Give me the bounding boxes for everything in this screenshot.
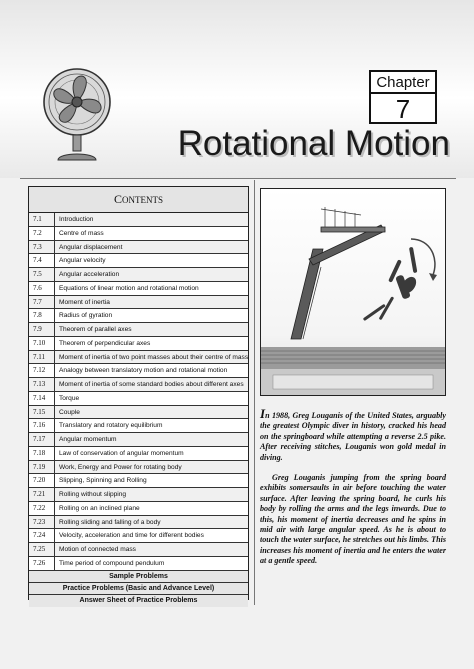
toc-extra-row: Practice Problems (Basic and Advance Level) [29,583,248,595]
chapter-label: Chapter [371,72,435,94]
toc-row [29,529,248,543]
toc-number: 7.24 [29,529,55,542]
photo-caption [260,406,446,577]
toc-title: Slipping, Spinning and Rolling [59,477,147,485]
toc-number: 7.2 [29,227,55,240]
chapter-box [369,70,437,124]
column-divider [254,180,255,605]
toc-number: 7.15 [29,406,55,419]
toc-title: Work, Energy and Power for rotating body [59,463,182,471]
toc-title: Rolling sliding and falling of a body [59,518,161,526]
toc-row [29,296,248,310]
toc-number: 7.19 [29,461,55,474]
toc-row [29,516,248,530]
header-divider [20,178,456,179]
toc-extra-row: Sample Problems [29,571,248,583]
diver-photo [260,188,446,396]
toc-title: Translatory and rotatory equilibrium [59,422,163,430]
toc-row [29,461,248,475]
toc-title: Angular acceleration [59,271,120,278]
toc-row [29,474,248,488]
toc-number: 7.17 [29,433,55,446]
caption-paragraph-1: In 1988, Greg Louganis of the United States, arguably the greatest Olympic diver in history, cracked his head on the springboard while attempting a reverse 2.5 pike. After receiving stitches, Louganis won gold medal in diving. [260,406,446,462]
toc-title: Moment of inertia of two point masses about their centre of mass [59,353,248,361]
toc-title: Angular displacement [59,243,123,251]
toc-row [29,282,248,296]
toc-title: Time period of compound pendulum [59,559,165,567]
drop-cap: I [260,406,266,421]
toc-number: 7.3 [29,241,55,254]
toc-number: 7.21 [29,488,55,501]
diver-photo-image [261,189,446,396]
toc-title: Moment of inertia [59,298,110,306]
caption-paragraph-2: Greg Louganis jumping from the spring board exhibits somersaults in air before touching the water surface. After leaving the spring board, he curls his body by rolling the arms and the legs inwards. Due to this, his moment of inertia decreases and he spins in mid air with large angular speed. As he is about to touch the water surface, he stretches out his limbs. This increases his moment of inertia and he enters the water at a gentle speed. [260,473,446,566]
toc-row [29,419,248,433]
toc-row [29,557,248,571]
toc-title: Law of conservation of angular momentum [59,449,184,457]
toc-row [29,268,248,282]
toc-row [29,392,248,406]
toc-title: Analogy between translatory motion and rotational motion [59,367,228,375]
toc-title: Equations of linear motion and rotational motion [59,284,199,292]
toc-number: 7.8 [29,309,55,322]
toc-extra-row: Answer Sheet of Practice Problems [29,595,248,607]
toc-number: 7.26 [29,557,55,570]
toc-row [29,323,248,337]
toc-title: Angular velocity [59,257,106,265]
table-fan-icon [40,66,114,162]
toc-title: Motion of connected mass [59,546,136,553]
contents-heading: CONTENTS [29,187,248,213]
contents-extras [29,571,248,608]
toc-title: Couple [59,408,80,416]
toc-row [29,543,248,557]
toc-title: Theorem of parallel axes [59,326,132,333]
toc-row [29,433,248,447]
toc-number: 7.13 [29,378,55,391]
toc-title: Angular momentum [59,436,117,443]
toc-row [29,309,248,323]
toc-title: Rolling on an inclined plane [59,504,140,512]
toc-title: Theorem of perpendicular axes [59,339,151,347]
toc-title: Rolling without slipping [59,491,127,498]
contents-table [28,186,249,605]
toc-row [29,364,248,378]
toc-number: 7.5 [29,268,55,281]
toc-row [29,213,248,227]
toc-number: 7.14 [29,392,55,405]
toc-number: 7.6 [29,282,55,295]
toc-number: 7.11 [29,351,55,364]
toc-number: 7.9 [29,323,55,336]
toc-number: 7.10 [29,337,55,350]
toc-row [29,337,248,351]
toc-number: 7.4 [29,254,55,267]
toc-row [29,254,248,268]
toc-row [29,406,248,420]
toc-title: Torque [59,394,80,402]
toc-number: 7.22 [29,502,55,515]
contents-rows [29,213,248,571]
toc-number: 7.25 [29,543,55,556]
toc-number: 7.12 [29,364,55,377]
toc-number: 7.1 [29,213,55,226]
toc-number: 7.7 [29,296,55,309]
toc-number: 7.18 [29,447,55,460]
toc-row [29,502,248,516]
chapter-title: Rotational Motion [177,124,450,163]
toc-row [29,488,248,502]
toc-number: 7.20 [29,474,55,487]
toc-row [29,378,248,392]
toc-row [29,447,248,461]
toc-title: Velocity, acceleration and time for different bodies [59,532,204,540]
toc-title: Centre of mass [59,229,104,237]
toc-row [29,241,248,255]
chapter-number: 7 [395,94,411,124]
toc-number: 7.23 [29,516,55,529]
toc-title: Radius of gyration [59,312,113,320]
toc-number: 7.16 [29,419,55,432]
toc-row [29,227,248,241]
toc-row [29,351,248,365]
toc-title: Moment of inertia of some standard bodies about different axes [59,381,244,388]
toc-title: Introduction [59,216,94,223]
